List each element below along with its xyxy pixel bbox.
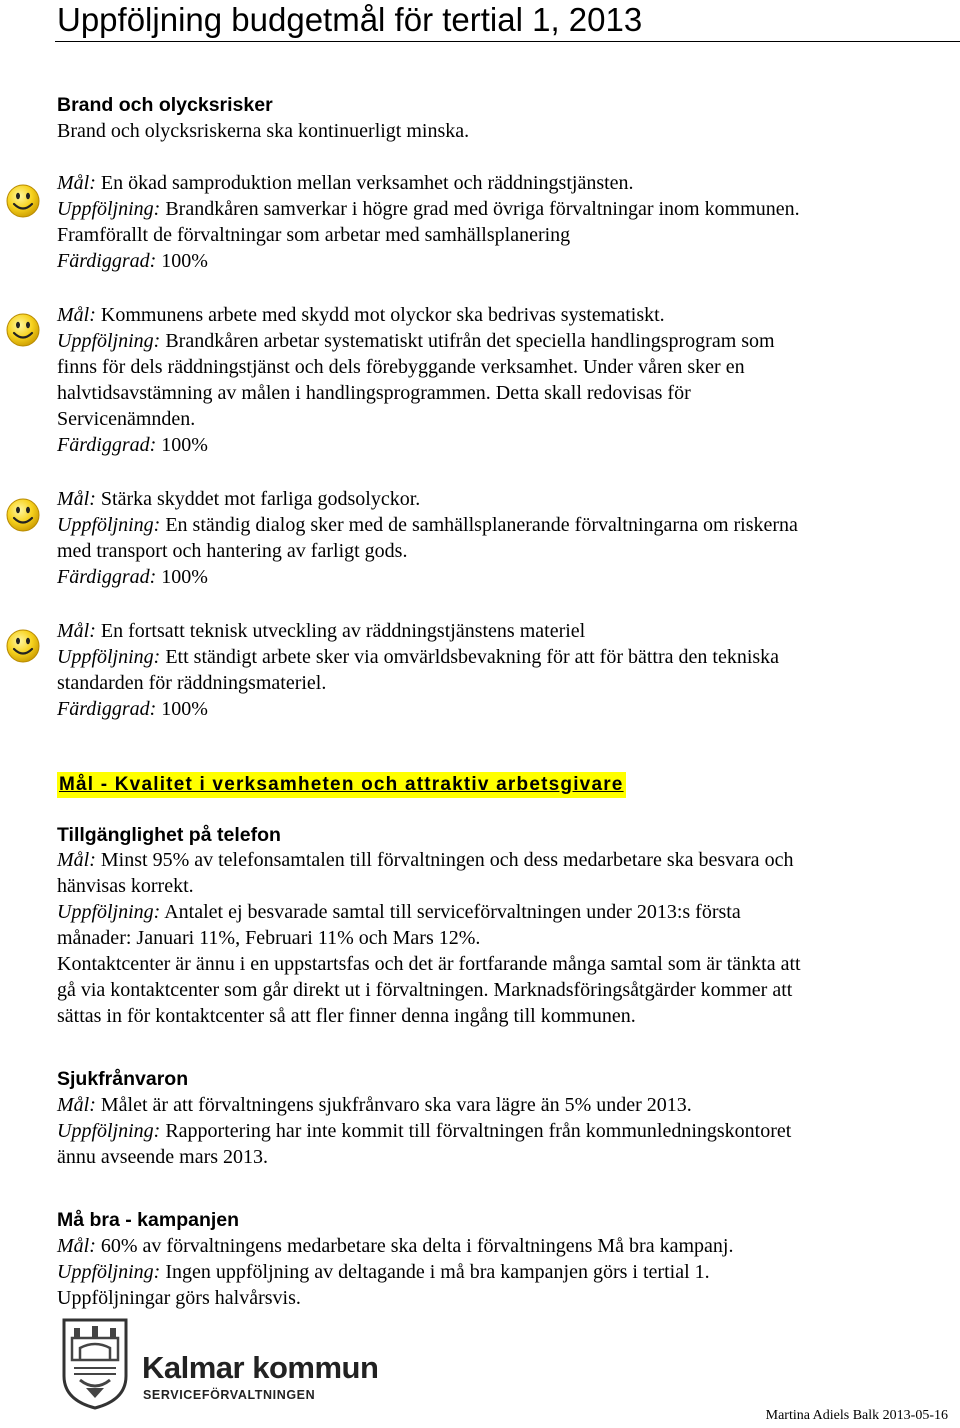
uppf-continuation: med transport och hantering av farligt gods. <box>57 540 408 562</box>
uppf-continuation: finns för dels räddningstjänst och dels förebyggande verksamhet. Under våren sker en <box>57 356 745 378</box>
fard-value: 100% <box>156 250 208 272</box>
mal-label: Mål: <box>57 1235 96 1257</box>
uppf-text: Antalet ej besvarade samtal till serviceförvaltningen under 2013:s första <box>160 901 741 923</box>
mal-text: En ökad samproduktion mellan verksamhet och räddningstjänsten. <box>95 172 634 194</box>
uppf-continuation: månader: Januari 11%, Februari 11% och Mars 12%. <box>57 927 481 949</box>
goal-4-mal <box>57 618 779 644</box>
uppf-text: Ett ständigt arbete sker via omvärldsbevakning för att för bättra den tekniska <box>160 646 780 668</box>
uppf-continuation: Framförallt de förvaltningar som arbetar med samhällsplanering <box>57 224 571 246</box>
uppf-label: Uppföljning: <box>57 198 161 220</box>
mal-label: Mål: <box>57 849 96 871</box>
mal-text: Kommunens arbete med skydd mot olyckor ska bedrivas systematiskt. <box>95 304 665 326</box>
logo-sub: SERVICEFÖRVALTNINGEN <box>143 1388 316 1402</box>
goal-4 <box>57 618 779 722</box>
uppf-text: En ständig dialog sker med de samhällsplanerande förvaltningarna om riskerna <box>160 514 798 536</box>
sjuk-block <box>57 1092 791 1170</box>
goal-3 <box>57 486 798 590</box>
fard-value: 100% <box>156 566 208 588</box>
sjuk-uppf <box>57 1118 791 1144</box>
goal-2 <box>57 302 775 458</box>
brand-heading: Brand och olycksrisker <box>57 94 273 116</box>
fard-label: Färdiggrad: <box>57 698 157 720</box>
uppf-continuation: halvtidsavstämning av målen i handlingsprogrammen. Detta skall redovisas för <box>57 382 691 404</box>
smiley-icon <box>5 312 41 348</box>
uppf-label: Uppföljning: <box>57 901 161 923</box>
mal-continuation: hänvisas korrekt. <box>57 875 194 897</box>
goal-1-uppf <box>57 196 800 222</box>
sjuk-mal <box>57 1092 791 1118</box>
mabra-heading: Må bra - kampanjen <box>57 1209 240 1231</box>
telefon-text: Kontaktcenter är ännu i en uppstartsfas och det är fortfarande många samtal som är tänkta att <box>57 953 801 975</box>
mal-label: Mål: <box>57 488 96 510</box>
smiley-icon <box>5 183 41 219</box>
goal-2-uppf <box>57 328 775 354</box>
mal-label: Mål: <box>57 1094 96 1116</box>
goal-3-fard <box>57 564 798 590</box>
uppf-text: Brandkåren arbetar systematiskt utifrån det speciella handlingsprogram som <box>160 330 775 352</box>
mabra-mal <box>57 1233 733 1259</box>
uppf-continuation: standarden för räddningsmateriel. <box>57 672 327 694</box>
goal-4-fard <box>57 696 779 722</box>
mal-label: Mål: <box>57 172 96 194</box>
goal-1-mal <box>57 170 800 196</box>
fard-label: Färdiggrad: <box>57 434 157 456</box>
fard-label: Färdiggrad: <box>57 566 157 588</box>
fard-value: 100% <box>156 698 208 720</box>
telefon-mal <box>57 847 801 873</box>
uppf-label: Uppföljning: <box>57 514 161 536</box>
mabra-uppf <box>57 1259 733 1285</box>
goal-1-fard <box>57 248 800 274</box>
goal-4-uppf <box>57 644 779 670</box>
telefon-text: gå via kontaktcenter som går direkt ut i förvaltningen. Marknadsföringsåtgärder kommer att <box>57 979 793 1001</box>
goal-3-mal <box>57 486 798 512</box>
goal-1 <box>57 170 800 274</box>
uppf-label: Uppföljning: <box>57 1120 161 1142</box>
goal-2-fard <box>57 432 775 458</box>
goal-3-uppf <box>57 512 798 538</box>
brand-intro: Brand och olycksriskerna ska kontinuerligt minska. <box>57 120 470 142</box>
telefon-heading: Tillgänglighet på telefon <box>57 824 281 846</box>
uppf-text: Brandkåren samverkar i högre grad med övriga förvaltningar inom kommunen. <box>160 198 800 220</box>
mal-label: Mål: <box>57 304 96 326</box>
mal-text: Minst 95% av telefonsamtalen till förvaltningen och dess medarbetare ska besvara och <box>95 849 794 871</box>
coat-of-arms-icon <box>60 1318 130 1410</box>
smiley-icon <box>5 497 41 533</box>
mal-label: Mål: <box>57 620 96 642</box>
uppf-text: Ingen uppföljning av deltagande i må bra kampanjen görs i tertial 1. <box>160 1261 710 1283</box>
sjuk-heading: Sjukfrånvaron <box>57 1068 189 1090</box>
page-title: Uppföljning budgetmål för tertial 1, 2013 <box>57 1 643 38</box>
section-heading: Mål - Kvalitet i verksamheten och attraktiv arbetsgivare <box>57 772 626 798</box>
fard-value: 100% <box>156 434 208 456</box>
telefon-block <box>57 847 801 1029</box>
mal-text: En fortsatt teknisk utveckling av räddningstjänstens materiel <box>95 620 586 642</box>
uppf-text: Rapportering har inte kommit till förvaltningen från kommunledningskontoret <box>160 1120 792 1142</box>
mal-text: Stärka skyddet mot farliga godsolyckor. <box>95 488 421 510</box>
fard-label: Färdiggrad: <box>57 250 157 272</box>
telefon-uppf <box>57 899 801 925</box>
mal-text: Målet är att förvaltningens sjukfrånvaro ska vara lägre än 5% under 2013. <box>95 1094 692 1116</box>
uppf-label: Uppföljning: <box>57 1261 161 1283</box>
uppf-continuation: Uppföljningar görs halvårsvis. <box>57 1287 301 1309</box>
mabra-block <box>57 1233 733 1311</box>
uppf-label: Uppföljning: <box>57 646 161 668</box>
uppf-label: Uppföljning: <box>57 330 161 352</box>
goal-2-mal <box>57 302 775 328</box>
mal-text: 60% av förvaltningens medarbetare ska delta i förvaltningens Må bra kampanj. <box>95 1235 734 1257</box>
telefon-text: sättas in för kontaktcenter så att fler finner denna ingång till kommunen. <box>57 1005 636 1027</box>
uppf-continuation: Servicenämnden. <box>57 408 196 430</box>
smiley-icon <box>5 628 41 664</box>
logo-name: Kalmar kommun <box>142 1350 379 1385</box>
uppf-continuation: ännu avseende mars 2013. <box>57 1146 269 1168</box>
footer-author-date: Martina Adiels Balk 2013-05-16 <box>765 1408 948 1423</box>
title-rule <box>55 41 960 42</box>
